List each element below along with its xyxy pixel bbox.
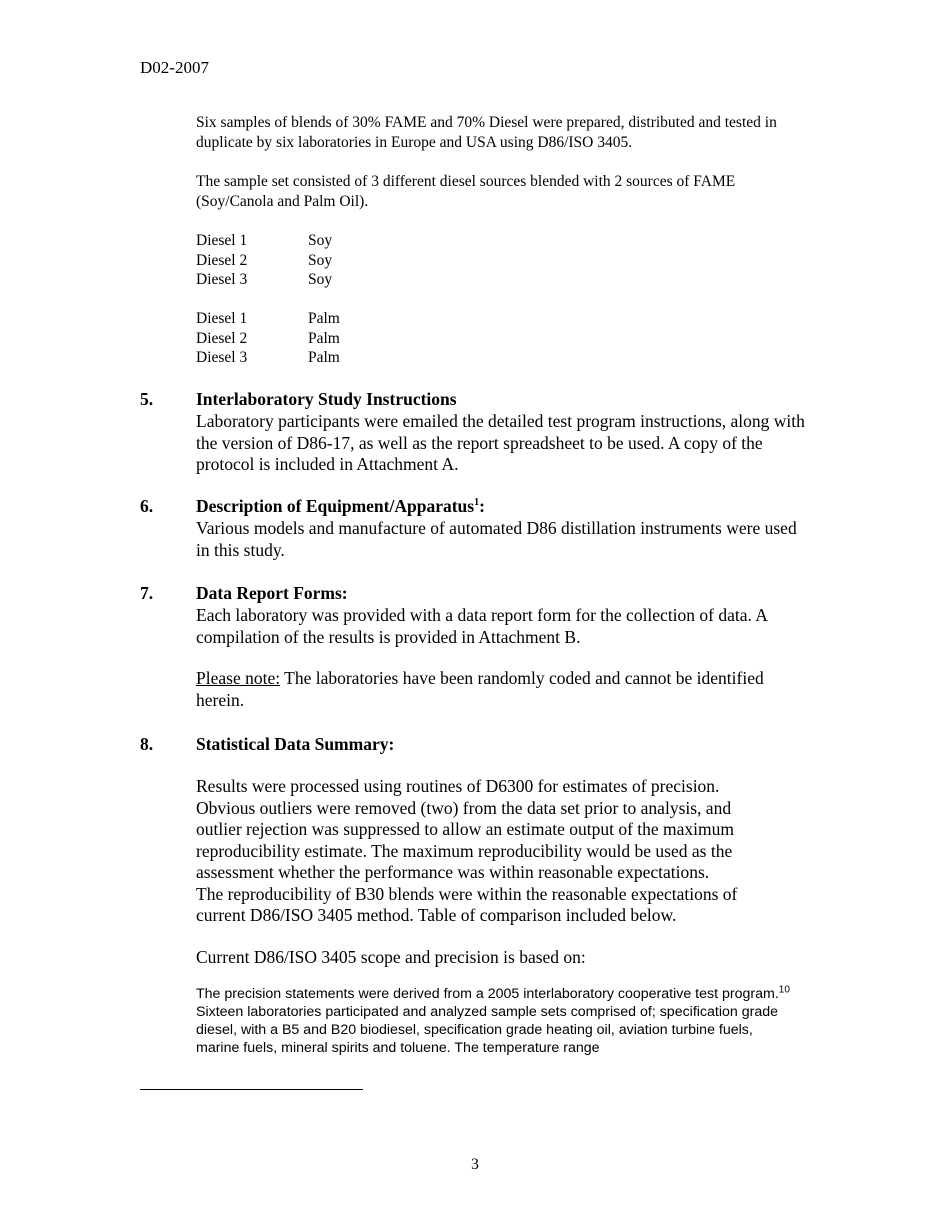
sample-row: Diesel 3 Soy bbox=[196, 271, 333, 288]
page-number: 3 bbox=[471, 1156, 479, 1173]
footnote-ref: 1 bbox=[474, 497, 480, 509]
soy-sample-list bbox=[196, 231, 332, 290]
intro-paragraph-1: Six samples of blends of 30% FAME and 70% Diesel were prepared, distributed and tested in duplicate by six laboratories in Europe and USA using D86/ISO 3405. bbox=[196, 114, 777, 151]
section-8-title: Statistical Data Summary: bbox=[196, 734, 395, 754]
intro-paragraph-2: The sample set consisted of 3 different diesel sources blended with 2 sources of FAME (Soy/Canola and Palm Oil). bbox=[196, 173, 736, 210]
section-6-number: 6. bbox=[140, 496, 154, 516]
palm-sample-list bbox=[196, 309, 340, 368]
footnote-divider bbox=[140, 1089, 363, 1090]
section-7-body: Each laboratory was provided with a data report form for the collection of data. A compilation of the results is provided in Attachment B. bbox=[196, 605, 767, 647]
section-6-body: Various models and manufacture of automated D86 distillation instruments were used in this study. bbox=[196, 518, 797, 560]
precision-quote: The precision statements were derived from a 2005 interlaboratory cooperative test program.$^{10}$ Sixteen laboratories participated and analyzed sample sets comprised of; specification grade diesel, with a B5 and B20 biodiesel, specification grade heating oil, aviation turbine fuels, marine fuels, mineral spirits and toluene. The temperature range bbox=[196, 984, 790, 1056]
scope-intro: Current D86/ISO 3405 scope and precision is based on: bbox=[196, 947, 586, 967]
section-7-number: 7. bbox=[140, 583, 154, 603]
sample-row: Diesel 3 Palm bbox=[196, 349, 340, 366]
section-5-number: 5. bbox=[140, 389, 154, 409]
section-5-body: Laboratory participants were emailed the detailed test program instructions, along with the version of D86-17, as well as the report spreadsheet to be used. A copy of the protocol is included in Attachment A. bbox=[196, 411, 805, 474]
section-5-title: Interlaboratory Study Instructions bbox=[196, 389, 457, 409]
sample-row: Diesel 1 Palm bbox=[196, 310, 340, 327]
sample-row: Diesel 2 Palm bbox=[196, 329, 340, 347]
sample-row: Diesel 2 Soy bbox=[196, 251, 333, 269]
section-7-note: Please note: The laboratories have been randomly coded and cannot be identified herein. bbox=[196, 668, 764, 710]
section-8-number: 8. bbox=[140, 734, 154, 754]
section-7-title: Data Report Forms: bbox=[196, 583, 348, 603]
section-8-body: Results were processed using routines of D6300 for estimates of precision. Obvious outliers were removed (two) from the data set prior to analysis, and outlier rejection was suppressed to allow an estimate output of the maximum reproducibility estimate. The maximum reproducibility would be used as the assessment whether the performance was within reasonable expectations. The reproducibility of B30 blends were within the reasonable expectations of current D86/ISO 3405 method. Table of comparison included below. bbox=[196, 776, 738, 925]
document-id: D02-2007 bbox=[140, 58, 209, 77]
footnote-ref: 10 bbox=[778, 984, 790, 996]
section-6-title: Description of Equipment/Apparatus$^1$: bbox=[196, 496, 485, 516]
sample-row: Diesel 1 Soy bbox=[196, 232, 333, 249]
note-label: Please note: bbox=[196, 668, 281, 688]
